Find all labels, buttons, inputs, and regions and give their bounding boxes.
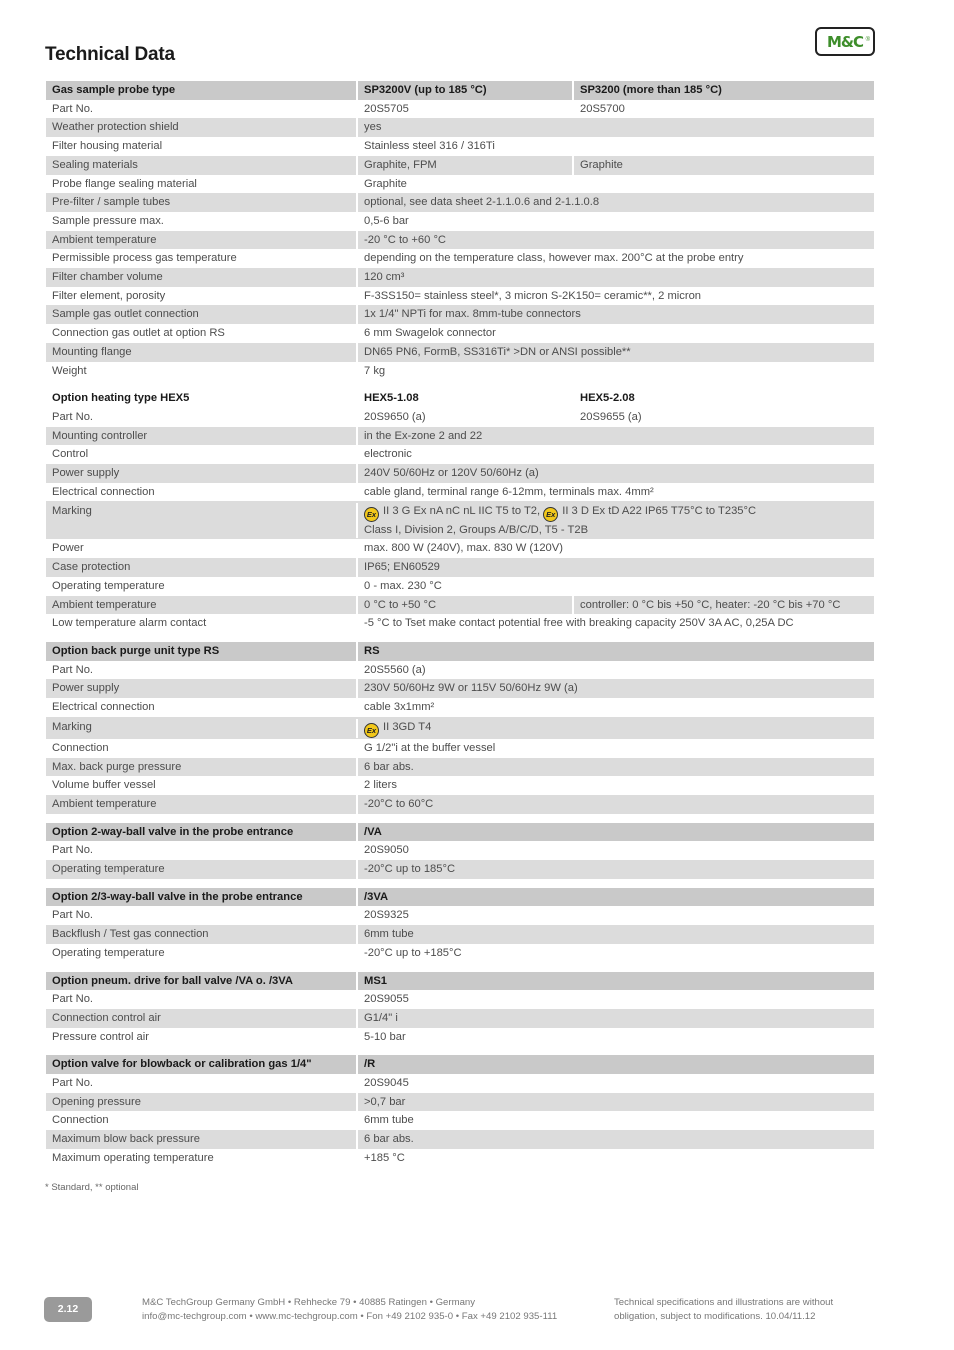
spec-row (46, 249, 874, 268)
column-header: /VA (364, 825, 382, 838)
spec-label: Sample gas outlet connection (46, 305, 358, 324)
spec-row (46, 1074, 874, 1093)
logo-text: M&C (826, 32, 864, 51)
section-title: Option back purge unit type RS (46, 642, 358, 661)
spec-value: 6 bar abs. (364, 1133, 414, 1146)
spec-row (46, 739, 874, 758)
spec-value: 20S5705 (358, 100, 574, 119)
spec-row (46, 1130, 874, 1149)
spec-row (46, 679, 874, 698)
column-header: HEX5-2.08 (580, 392, 635, 405)
spec-row (46, 501, 874, 539)
spec-section (46, 389, 874, 633)
spec-value: 20S5560 (a) (364, 663, 426, 676)
spec-label: Electrical connection (46, 698, 358, 717)
section-header-row (46, 972, 874, 991)
spec-row (46, 795, 874, 814)
spec-value: 0 - max. 230 °C (364, 579, 442, 592)
section-header-row (46, 389, 874, 408)
column-header: SP3200 (more than 185 °C) (580, 84, 722, 96)
spec-value: cable 3x1mm² (364, 701, 435, 714)
column-header: MS1 (364, 974, 388, 987)
section-header-row (46, 888, 874, 907)
spec-value (358, 719, 874, 738)
spec-value: 6mm tube (364, 1114, 414, 1127)
spec-label: Ambient temperature (46, 596, 358, 615)
spec-label: Ambient temperature (46, 231, 358, 250)
spec-label: Part No. (46, 841, 358, 860)
section-header-row (46, 823, 874, 842)
marking-value: II 3GD T4 (383, 720, 432, 733)
logo-registered-mark: ® (865, 37, 870, 43)
spec-row (46, 137, 874, 156)
footnote: * Standard, ** optional (45, 1182, 139, 1193)
spec-value: >0,7 bar (364, 1095, 406, 1108)
spec-value: 20S9325 (364, 909, 409, 922)
spec-row (46, 925, 874, 944)
column-header: SP3200V (up to 185 °C) (358, 81, 574, 100)
spec-value: optional, see data sheet 2-1.1.0.6 and 2-1.1.0.8 (364, 196, 600, 209)
spec-label: Control (46, 445, 358, 464)
spec-row (46, 661, 874, 680)
spec-row (46, 464, 874, 483)
marking-class: Class I, Division 2, Groups A/B/C/D, T5 - T2B (364, 524, 589, 537)
spec-row (46, 614, 874, 633)
spec-label: Filter chamber volume (46, 268, 358, 287)
spec-value: 20S5700 (580, 102, 625, 115)
spec-label: Part No. (46, 1074, 358, 1093)
spec-label: Part No. (46, 990, 358, 1009)
spec-value: 1x 1/4" NPTi for max. 8mm-tube connectors (364, 308, 581, 321)
spec-label: Mounting flange (46, 343, 358, 362)
spec-row (46, 156, 874, 175)
spec-label: Power supply (46, 679, 358, 698)
marking-dust: II 3 D Ex tD A22 IP65 T75°C to T235°C (562, 505, 757, 518)
spec-value: Graphite (580, 158, 623, 171)
section-title: Option heating type HEX5 (46, 389, 358, 408)
section-header-row (46, 1055, 874, 1074)
spec-row (46, 408, 874, 427)
column-header: RS (364, 644, 380, 657)
spec-row (46, 944, 874, 963)
spec-label: Max. back purge pressure (46, 758, 358, 777)
spec-label: Part No. (46, 100, 358, 119)
spec-section (46, 888, 874, 963)
footer-address (142, 1296, 557, 1323)
spec-row (46, 193, 874, 212)
spec-value: 2 liters (364, 779, 397, 792)
spec-section (46, 1055, 874, 1167)
spec-label: Power (46, 539, 358, 558)
marking-line (364, 503, 874, 522)
spec-row (46, 539, 874, 558)
spec-row (46, 906, 874, 925)
spec-label: Mounting controller (46, 427, 358, 446)
spec-value: 20S9655 (a) (580, 410, 642, 423)
spec-value: 230V 50/60Hz 9W or 115V 50/60Hz 9W (a) (364, 682, 578, 695)
spec-row (46, 324, 874, 343)
spec-value: Graphite, FPM (358, 156, 574, 175)
spec-value: -20°C up to +185°C (364, 946, 462, 959)
spec-value: 6 mm Swagelok connector (364, 327, 496, 340)
spec-label: Filter housing material (46, 137, 358, 156)
spec-value: electronic (364, 448, 412, 461)
spec-value: -20°C up to 185°C (364, 863, 456, 876)
spec-label: Backflush / Test gas connection (46, 925, 358, 944)
spec-section (46, 642, 874, 814)
spec-row (46, 445, 874, 464)
spec-row (46, 212, 874, 231)
spec-label: Connection (46, 739, 358, 758)
spec-row (46, 1093, 874, 1112)
spec-label: Volume buffer vessel (46, 776, 358, 795)
ex-atex-icon: Ex (364, 723, 379, 738)
spec-label: Pre-filter / sample tubes (46, 193, 358, 212)
spec-row (46, 1009, 874, 1028)
spec-label: Connection gas outlet at option RS (46, 324, 358, 343)
spec-value: 20S9650 (a) (358, 408, 574, 427)
section-title: Gas sample probe type (46, 81, 358, 100)
ex-atex-icon: Ex (543, 507, 558, 522)
spec-section (46, 823, 874, 879)
spec-row (46, 596, 874, 615)
spec-row (46, 776, 874, 795)
spec-label: Marking (46, 719, 358, 738)
spec-label: Power supply (46, 464, 358, 483)
spec-label: Operating temperature (46, 944, 358, 963)
spec-label: Weather protection shield (46, 118, 358, 137)
spec-label: Operating temperature (46, 860, 358, 879)
technical-data-tables (46, 81, 874, 1177)
spec-section (46, 972, 874, 1047)
spec-label: Operating temperature (46, 577, 358, 596)
spec-row (46, 1111, 874, 1130)
spec-row (46, 483, 874, 502)
spec-value: +185 °C (364, 1151, 405, 1164)
spec-label: Low temperature alarm contact (46, 614, 358, 633)
footer-disclaimer-line2: obligation, subject to modifications. 10.04/11.12 (614, 1310, 816, 1322)
spec-value: depending on the temperature class, however max. 200°C at the probe entry (364, 252, 744, 265)
column-header: /R (364, 1058, 376, 1071)
spec-label: Part No. (46, 661, 358, 680)
spec-value: -20 °C to +60 °C (364, 233, 447, 246)
footer-disclaimer-line1: Technical specifications and illustrations are without (614, 1297, 834, 1308)
spec-value: G1/4" i (364, 1011, 398, 1024)
footer-address-line1: M&C TechGroup Germany GmbH • Rehhecke 79 • 40885 Ratingen • Germany (142, 1297, 476, 1308)
footer-disclaimer (614, 1296, 833, 1323)
spec-row (46, 758, 874, 777)
spec-value: DN65 PN6, FormB, SS316Ti* >DN or ANSI possible** (364, 345, 631, 358)
section-title: Option pneum. drive for ball valve /VA o. /3VA (46, 972, 358, 991)
spec-row (46, 287, 874, 306)
spec-value: IP65; EN60529 (364, 561, 440, 574)
section-title: Option 2/3-way-ball valve in the probe entrance (46, 888, 358, 907)
spec-label: Connection (46, 1111, 358, 1130)
spec-label: Part No. (46, 408, 358, 427)
spec-label: Connection control air (46, 1009, 358, 1028)
spec-row (46, 577, 874, 596)
spec-value: -20°C to 60°C (364, 797, 434, 810)
spec-label: Permissible process gas temperature (46, 249, 358, 268)
spec-row (46, 698, 874, 717)
spec-label: Ambient temperature (46, 795, 358, 814)
spec-row (46, 343, 874, 362)
company-logo (815, 27, 875, 56)
marking-gas: II 3 G Ex nA nC nL IIC T5 to T2, (383, 505, 541, 518)
spec-value: 6mm tube (364, 928, 414, 941)
spec-row (46, 100, 874, 119)
spec-label: Sample pressure max. (46, 212, 358, 231)
column-header: /3VA (364, 890, 389, 903)
spec-value: yes (364, 121, 382, 134)
ex-atex-icon: Ex (364, 507, 379, 522)
spec-label: Filter element, porosity (46, 287, 358, 306)
page-number-badge: 2.12 (44, 1297, 92, 1322)
spec-row (46, 427, 874, 446)
spec-row (46, 860, 874, 879)
spec-value: 5-10 bar (364, 1030, 406, 1043)
spec-value: 7 kg (364, 364, 386, 377)
spec-value: 0,5-6 bar (364, 214, 409, 227)
spec-label: Case protection (46, 558, 358, 577)
spec-value (358, 503, 874, 538)
spec-label: Maximum operating temperature (46, 1149, 358, 1168)
spec-value: 20S9055 (364, 993, 409, 1006)
footer-address-line2: info@mc-techgroup.com • www.mc-techgroup.com • Fon +49 2102 935-0 • Fax +49 2102 935-111 (142, 1310, 558, 1322)
column-header: HEX5-1.08 (358, 389, 574, 408)
spec-value: 6 bar abs. (364, 760, 414, 773)
spec-row (46, 717, 874, 739)
page-title: Technical Data (45, 44, 175, 65)
spec-value: 0 °C to +50 °C (358, 596, 574, 615)
spec-label: Marking (46, 503, 358, 538)
spec-value: cable gland, terminal range 6-12mm, terminals max. 4mm² (364, 485, 654, 498)
spec-section (46, 81, 874, 380)
spec-label: Pressure control air (46, 1028, 358, 1047)
spec-value: 20S9045 (364, 1077, 409, 1090)
spec-value: max. 800 W (240V), max. 830 W (120V) (364, 542, 563, 555)
spec-label: Weight (46, 362, 358, 381)
spec-label: Electrical connection (46, 483, 358, 502)
spec-row (46, 362, 874, 381)
spec-row (46, 841, 874, 860)
section-header-row (46, 642, 874, 661)
spec-label: Opening pressure (46, 1093, 358, 1112)
spec-label: Maximum blow back pressure (46, 1130, 358, 1149)
spec-value: in the Ex-zone 2 and 22 (364, 429, 483, 442)
spec-label: Sealing materials (46, 156, 358, 175)
spec-row (46, 305, 874, 324)
spec-row (46, 1149, 874, 1168)
section-title: Option valve for blowback or calibration gas 1/4" (46, 1055, 358, 1074)
spec-value: 20S9050 (364, 844, 409, 857)
spec-value: -5 °C to Tset make contact potential free with breaking capacity 250V 3A AC, 0,25A DC (364, 617, 794, 630)
spec-row (46, 268, 874, 287)
spec-value: Graphite (364, 177, 407, 190)
spec-label: Probe flange sealing material (46, 175, 358, 194)
spec-value: 240V 50/60Hz or 120V 50/60Hz (a) (364, 467, 539, 480)
spec-value: controller: 0 °C bis +50 °C, heater: -20 °C bis +70 °C (580, 598, 841, 611)
spec-row (46, 175, 874, 194)
section-title: Option 2-way-ball valve in the probe entrance (46, 823, 358, 842)
spec-row (46, 1028, 874, 1047)
spec-value: Stainless steel 316 / 316Ti (364, 140, 495, 153)
spec-value: G 1/2"i at the buffer vessel (364, 741, 496, 754)
spec-row (46, 558, 874, 577)
spec-row (46, 118, 874, 137)
spec-value: 120 cm³ (364, 271, 405, 284)
section-header-row (46, 81, 874, 100)
spec-label: Part No. (46, 906, 358, 925)
spec-value: F-3SS150= stainless steel*, 3 micron S-2K150= ceramic**, 2 micron (364, 289, 702, 302)
spec-row (46, 231, 874, 250)
spec-row (46, 990, 874, 1009)
